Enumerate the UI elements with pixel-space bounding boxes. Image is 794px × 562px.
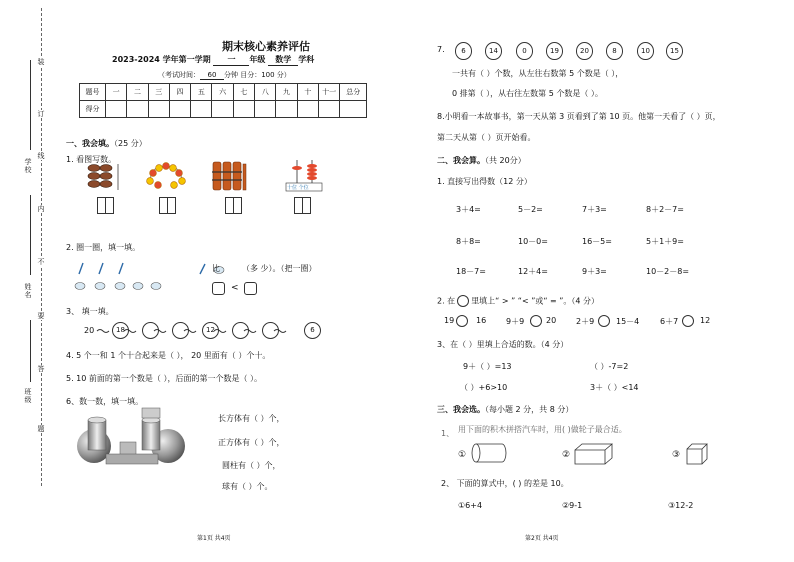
compare-1-right: 16 (476, 316, 487, 325)
q8-line2: 第二天从第（ ）页开始看。 (437, 133, 536, 142)
option-1-label[interactable]: ① (458, 450, 467, 460)
calc-3-2: 12＋4= (518, 267, 548, 276)
less-than-sign: < (231, 283, 239, 293)
compare-box-left[interactable] (212, 282, 225, 295)
chain-circle-4: 12 (202, 322, 219, 339)
compare-3-right: 15－4 (616, 317, 640, 326)
chain-circle-5[interactable] (232, 322, 249, 339)
calc-2-2: 10－0= (518, 237, 548, 246)
chain-circle-7: 6 (304, 322, 321, 339)
calc-3-3: 9＋3= (582, 267, 607, 276)
q3-1-text: 用下面的积木拼搭汽车时，用( )做轮子最合适。 (458, 425, 627, 434)
subject-value: 数学 (268, 54, 298, 66)
q2-1-text: 1. 直接写出得数（12 分） (437, 177, 532, 186)
binding-mark-2: 订 (37, 110, 45, 118)
footer-right: 第2页 共4页 (525, 535, 559, 542)
compare-circle-3[interactable] (598, 315, 610, 327)
cylinder-option (470, 442, 506, 464)
option-2-label[interactable]: ② (562, 450, 571, 460)
chain-circle-6[interactable] (262, 322, 279, 339)
option-3-label[interactable]: ③ (672, 450, 681, 460)
binding-mark-1: 装 (37, 58, 45, 66)
binding-mark-8: 题 (37, 425, 45, 433)
section1-title: 一、我会填。（25 分） (66, 139, 147, 148)
beads-picture (146, 162, 186, 192)
q2-2-text: 2. 在 里填上“ > ” “< ”或“ = ”。（4 分） (437, 296, 600, 306)
q1-1-text: 1. 看图写数。 (66, 155, 117, 164)
q6-cylinder-text: 圆柱有（ ）个， (222, 461, 281, 470)
exam-subtitle: 2023-2024 学年第一学期 一 年级 数学 学科 (112, 55, 315, 64)
fill-2-1: （ ）+6>10 (460, 383, 508, 392)
chain-circle-3[interactable] (172, 322, 189, 339)
binding-mark-4: 内 (37, 205, 45, 213)
fill-2-2: 3＋（ ）<14 (590, 383, 639, 392)
q1-2-text: 2. 圈一圈，填一填。 (66, 243, 141, 252)
q3-2-option-2[interactable]: ②9-1 (562, 501, 583, 510)
binding-mark-6: 要 (37, 312, 45, 320)
section2-title: 二、我会算。（共 20分） (437, 156, 526, 165)
compare-4-right: 12 (700, 316, 711, 325)
q1-5-text: 5. 10 前面的第一个数是（ ），后面的第一个数是（ ）。 (66, 374, 262, 383)
more-less-text: （多 少）。（把一圈） (242, 264, 317, 273)
answer-box-2[interactable] (159, 197, 176, 214)
name-blank[interactable] (30, 195, 31, 275)
compare-3-left: 2＋9 (576, 317, 595, 326)
compare-box-right[interactable] (244, 282, 257, 295)
calc-3-1: 18－7= (456, 267, 486, 276)
q1-6-text: 6、数一数，填一填。 (66, 397, 144, 406)
calc-3-4: 10－2－8= (646, 267, 690, 276)
apple-number-6: 8 (606, 42, 623, 60)
q2-3-text: 3、在（ ）里填上合适的数。（4 分） (437, 340, 569, 349)
class-label: 班级 (24, 388, 32, 404)
compare-word: 比 (212, 264, 220, 273)
binding-mark-3: 线 (37, 152, 45, 160)
answer-box-3[interactable] (225, 197, 242, 214)
score-table-score-row: 得分 (80, 101, 367, 118)
q3-2-text: 2、 下面的算式中，( ) 的差是 10。 (441, 479, 569, 488)
q6-cube-text: 正方体有（ ）个， (218, 438, 285, 447)
calc-2-3: 16－5= (582, 237, 612, 246)
fill-1-1: 9＋（ ）=13 (463, 362, 512, 371)
score-table (79, 83, 367, 118)
section3-title: 三、我会选。（每小题 2 分，共 8 分） (437, 405, 574, 414)
calc-2-1: 8＋8= (456, 237, 481, 246)
apple-number-3: 0 (516, 42, 533, 60)
calc-2-4: 5＋1＋9= (646, 237, 684, 246)
apple-number-7: 10 (637, 42, 654, 60)
score-table-header-row: 题号 一 二 三 四 五 六 七 八 九 十 十一 总分 (80, 84, 367, 101)
chain-start: 20 (84, 326, 95, 335)
class-blank[interactable] (30, 320, 31, 382)
compare-circle-2[interactable] (530, 315, 542, 327)
school-blank[interactable] (30, 60, 31, 150)
school-label: 学校 (24, 158, 32, 174)
q8-line1: 8.小明看一本故事书，第一天从第 3 页看到了第 10 页。他第一天看了（ ）页， (437, 112, 721, 121)
sticks-picture (88, 162, 124, 192)
compare-1-left: 19 (444, 316, 455, 325)
apple-number-1: 6 (455, 42, 472, 60)
q1-3-text: 3、 填一填。 (66, 307, 114, 316)
binding-line (41, 8, 42, 486)
q3-2-option-1[interactable]: ①6+4 (458, 501, 483, 510)
cuboid-option (574, 443, 614, 465)
calc-1-2: 5－2= (518, 205, 543, 214)
q3-2-option-3[interactable]: ③12-2 (668, 501, 694, 510)
exam-title: 期末核心素养评估 (222, 40, 310, 53)
calc-1-4: 8＋2－7= (646, 205, 684, 214)
q6-cuboid-text: 长方体有（ ）个， (218, 414, 285, 423)
apple-number-4: 19 (546, 42, 563, 60)
name-label: 姓名 (24, 283, 32, 299)
q7-label: 7. (437, 45, 445, 54)
compare-2-left: 9＋9 (506, 317, 525, 326)
compare-circle-1[interactable] (456, 315, 468, 327)
compare-circle-4[interactable] (682, 315, 694, 327)
q3-1-number: 1、 (441, 429, 455, 438)
q7-line2: 0 排第（ ），从右往左数第 5 个数是（ ）。 (452, 89, 603, 98)
compare-2-right: 20 (546, 316, 557, 325)
compare-4-left: 6＋7 (660, 317, 679, 326)
footer-left: 第1页 共4页 (197, 535, 231, 542)
binding-mark-5: 不 (37, 258, 45, 266)
cube-option (686, 443, 708, 465)
solids-picture (76, 406, 186, 468)
q6-sphere-text: 球有（ ）个。 (222, 482, 273, 491)
chain-circle-2[interactable] (142, 322, 159, 339)
bundles-picture (212, 160, 248, 192)
binding-mark-7: 答 (37, 365, 45, 373)
answer-box-4[interactable] (294, 197, 311, 214)
grade-value: 一 (213, 54, 249, 66)
answer-box-1[interactable] (97, 197, 114, 214)
brushes-picture (74, 260, 164, 292)
exam-time: （考试时间： 60 分钟 目分：100 分） (158, 71, 291, 79)
abacus-labels: 十位 个位 (287, 185, 309, 191)
q1-4-text: 4. 5 个一和 1 个十合起来是（ ）， 20 里面有（ ）个十。 (66, 351, 271, 360)
apple-number-2: 14 (485, 42, 502, 60)
chain-circle-1: 18 (112, 322, 129, 339)
q7-line1: 一共有（ ）个数，从左往右数第 5 个数是（ ）， (452, 69, 624, 78)
calc-1-3: 7＋3= (582, 205, 607, 214)
apple-number-5: 20 (576, 42, 593, 60)
apple-number-8: 15 (666, 42, 683, 60)
calc-1-1: 3＋4= (456, 205, 481, 214)
fill-1-2: （ ）-7=2 (590, 362, 629, 371)
